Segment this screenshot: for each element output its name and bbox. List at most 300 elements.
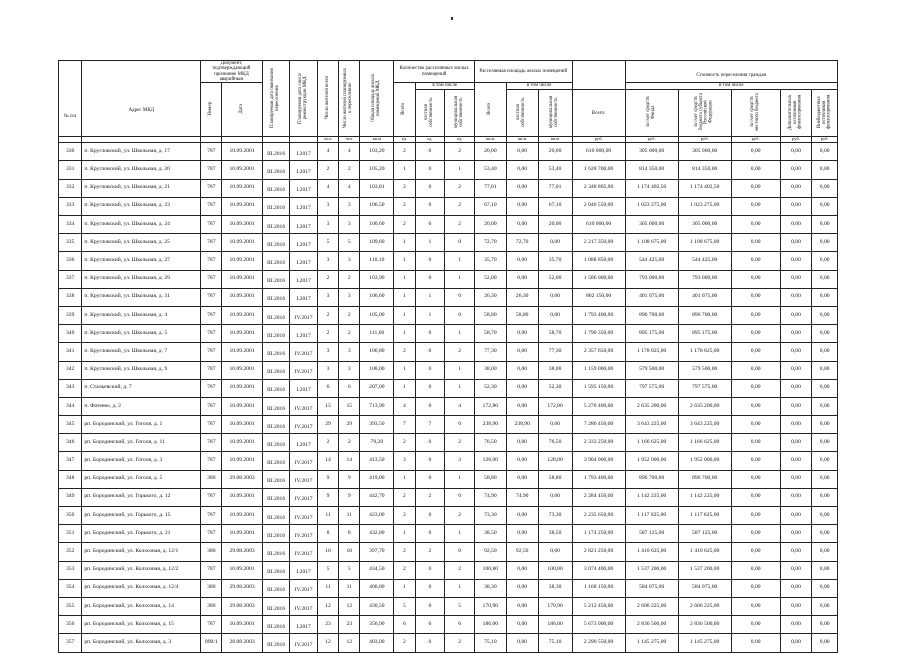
table-cell: 305 000,00 bbox=[678, 216, 731, 234]
table-cell: 3 bbox=[317, 252, 338, 270]
table-cell bbox=[262, 561, 290, 579]
header-area-municipal: муниципальная собственность bbox=[538, 90, 572, 137]
table-cell: 1 410 625,00 bbox=[678, 543, 731, 561]
table-cell: 8 bbox=[339, 525, 360, 543]
table-cell: 2 836 500,00 bbox=[625, 616, 678, 634]
table-cell: 787 bbox=[201, 197, 222, 215]
table-cell: 92,50 bbox=[474, 543, 506, 561]
table-cell: 170,90 bbox=[474, 597, 506, 615]
address-cell: рп. Бородинский, ул. Горького, д. 12 bbox=[82, 488, 201, 506]
header-area-private: частная собственность bbox=[506, 90, 538, 137]
table-cell: 413,50 bbox=[360, 452, 394, 470]
table-cell: 67,10 bbox=[538, 197, 572, 215]
demolition-date-value: I.2017 bbox=[296, 223, 311, 230]
table-cell: 6 bbox=[394, 616, 415, 634]
demolition-date-value: IV.2017 bbox=[294, 514, 313, 521]
table-cell: 6 bbox=[445, 616, 475, 634]
table-cell: 432,80 bbox=[360, 525, 394, 543]
table-cell: 0,00 bbox=[506, 270, 538, 288]
plan-date-value: III.2016 bbox=[266, 641, 286, 648]
table-cell bbox=[262, 197, 290, 215]
table-cell: 2 bbox=[445, 343, 475, 361]
table-cell bbox=[290, 543, 318, 561]
table-cell: 5 bbox=[317, 234, 338, 252]
table-cell: 0,00 bbox=[780, 234, 812, 252]
table-cell: 186,00 bbox=[538, 616, 572, 634]
table-cell: 1 bbox=[445, 579, 475, 597]
table-cell: 58,70 bbox=[538, 325, 572, 343]
table-cell: 74,90 bbox=[506, 488, 538, 506]
demolition-date-value: IV.2017 bbox=[294, 551, 313, 558]
table-cell: 0,00 bbox=[506, 143, 538, 161]
table-cell: 1 108 675,00 bbox=[625, 234, 678, 252]
table-cell: 1 bbox=[394, 270, 415, 288]
table-cell bbox=[262, 616, 290, 634]
table-cell: 2 bbox=[394, 634, 415, 652]
table-cell bbox=[290, 434, 318, 452]
table-cell: 2 333 250,00 bbox=[572, 434, 625, 452]
table-cell: 14 bbox=[339, 452, 360, 470]
table-cell: 2 bbox=[394, 488, 415, 506]
plan-date-value: III.2016 bbox=[266, 496, 286, 503]
table-cell: 4 bbox=[317, 179, 338, 197]
table-cell: 10.09.2001 bbox=[222, 270, 262, 288]
address-cell: рп. Бородинский, ул. Горького, д. 21 bbox=[82, 525, 201, 543]
table-cell: 11 bbox=[339, 507, 360, 525]
table-cell: 10.09.2001 bbox=[222, 434, 262, 452]
table-cell: 4 bbox=[339, 143, 360, 161]
table-cell: 0 bbox=[415, 579, 445, 597]
table-cell: 3 bbox=[317, 361, 338, 379]
table-cell: 0,00 bbox=[731, 507, 780, 525]
unit-cell: кв.м bbox=[538, 137, 572, 143]
table-row bbox=[59, 197, 838, 215]
plan-date-value: III.2016 bbox=[266, 260, 286, 267]
table-cell: 3 074 400,00 bbox=[572, 561, 625, 579]
table-cell: 58,80 bbox=[474, 306, 506, 324]
table-cell bbox=[262, 452, 290, 470]
table-row bbox=[59, 325, 838, 343]
table-cell: 0,00 bbox=[812, 616, 838, 634]
table-cell: 787 bbox=[201, 379, 222, 397]
table-cell bbox=[290, 507, 318, 525]
table-cell: 38,50 bbox=[538, 525, 572, 543]
header-residents: Число жителей всего bbox=[317, 61, 338, 137]
plan-date-value: III.2016 bbox=[266, 441, 286, 448]
header-rooms-private: частная собственность bbox=[415, 90, 445, 137]
table-cell bbox=[290, 561, 318, 579]
table-cell: 380 bbox=[201, 543, 222, 561]
table-cell: 0,00 bbox=[731, 252, 780, 270]
table-cell: 0 bbox=[415, 616, 445, 634]
table-cell: 0,00 bbox=[506, 216, 538, 234]
table-cell: 10.09.2001 bbox=[222, 379, 262, 397]
table-cell: 10.09.2001 bbox=[222, 288, 262, 306]
table-cell: 110,10 bbox=[360, 252, 394, 270]
table-cell: 0 bbox=[415, 397, 445, 415]
table-cell: 5 bbox=[445, 597, 475, 615]
table-cell bbox=[290, 306, 318, 324]
table-cell: 14 bbox=[317, 452, 338, 470]
table-cell: 0 bbox=[445, 306, 475, 324]
table-cell: 0 bbox=[415, 161, 445, 179]
table-cell: 0 bbox=[415, 525, 445, 543]
table-cell: 305 000,00 bbox=[625, 143, 678, 161]
table-cell: 0,00 bbox=[812, 488, 838, 506]
table-cell: 2 290 550,00 bbox=[572, 634, 625, 652]
table-cell: 7 286 450,00 bbox=[572, 416, 625, 434]
table-cell: 73,30 bbox=[474, 507, 506, 525]
demolition-date-value: I.2017 bbox=[296, 260, 311, 267]
table-cell: 0,00 bbox=[780, 488, 812, 506]
table-cell: 1 537 200,00 bbox=[678, 561, 731, 579]
table-row bbox=[59, 397, 838, 415]
demolition-date-value: I.2017 bbox=[296, 169, 311, 176]
table-cell: 896 700,00 bbox=[678, 470, 731, 488]
table-cell: 579 500,00 bbox=[625, 361, 678, 379]
address-cell: п. Кругловский, ул. Школьная, д. 24 bbox=[82, 216, 201, 234]
unit-cell: руб. bbox=[731, 137, 780, 143]
table-cell: 0,00 bbox=[780, 216, 812, 234]
header-extra: Дополнительных источников финансирования bbox=[780, 90, 812, 137]
table-cell: 186,00 bbox=[474, 616, 506, 634]
table-cell: 1 bbox=[394, 470, 415, 488]
table-cell: 6 bbox=[317, 379, 338, 397]
table-cell: 332 bbox=[59, 179, 82, 197]
plan-date-value: III.2016 bbox=[266, 423, 286, 430]
address-cell: п. Кругловский, ул. Школьная, д. 31 bbox=[82, 288, 201, 306]
table-cell: 1 145 275,00 bbox=[625, 634, 678, 652]
table-cell: 2 bbox=[415, 488, 445, 506]
table-cell: 787 bbox=[201, 361, 222, 379]
table-cell: 2 bbox=[339, 306, 360, 324]
table-row bbox=[59, 143, 838, 161]
table-cell: 2 606 225,00 bbox=[625, 597, 678, 615]
table-cell: 357 bbox=[59, 634, 82, 652]
table-cell bbox=[290, 161, 318, 179]
table-cell: 3 bbox=[339, 288, 360, 306]
table-cell: 1 178 825,00 bbox=[625, 343, 678, 361]
table-cell: 1 bbox=[415, 306, 445, 324]
table-cell: 4 bbox=[317, 143, 338, 161]
unit-cell: руб. bbox=[780, 137, 812, 143]
table-cell: 0,00 bbox=[506, 452, 538, 470]
table-cell: 0,00 bbox=[780, 452, 812, 470]
table-cell: 2 217 350,00 bbox=[572, 234, 625, 252]
unit-cell: руб. bbox=[625, 137, 678, 143]
table-cell: 0,00 bbox=[812, 561, 838, 579]
table-cell: 349 bbox=[59, 488, 82, 506]
address-cell: п. Кругловский, ул. Школьная, д. 17 bbox=[82, 143, 201, 161]
table-cell: 0 bbox=[415, 270, 445, 288]
unit-cell: ед. bbox=[445, 137, 475, 143]
table-cell: 356,90 bbox=[360, 616, 394, 634]
table-cell: 0,00 bbox=[506, 434, 538, 452]
table-cell: 1 174 402,50 bbox=[625, 179, 678, 197]
header-area-incl: в том числе bbox=[506, 83, 572, 90]
table-cell: 2 606 225,00 bbox=[678, 597, 731, 615]
table-cell: 128,00 bbox=[474, 452, 506, 470]
table-cell: 9 bbox=[339, 470, 360, 488]
table-cell: 434,50 bbox=[360, 561, 394, 579]
table-cell bbox=[290, 197, 318, 215]
table-cell: 0,00 bbox=[780, 252, 812, 270]
table-cell: 334 bbox=[59, 216, 82, 234]
table-cell: 58,80 bbox=[506, 306, 538, 324]
table-row bbox=[59, 288, 838, 306]
table-cell: 2 bbox=[445, 197, 475, 215]
table-cell: 38,30 bbox=[474, 579, 506, 597]
table-cell: 12 bbox=[339, 597, 360, 615]
header-plan-demolition: Планируемая дата сноса/ реконструкции МКД bbox=[290, 61, 318, 137]
table-cell: 0,00 bbox=[731, 397, 780, 415]
table-cell: 333 bbox=[59, 197, 82, 215]
plan-date-value: III.2016 bbox=[266, 460, 286, 467]
demolition-date-value: I.2017 bbox=[296, 187, 311, 194]
table-cell: 3 643 225,00 bbox=[678, 416, 731, 434]
plan-date-value: III.2016 bbox=[266, 241, 286, 248]
table-cell: 0,00 bbox=[812, 434, 838, 452]
table-cell: 0,00 bbox=[780, 143, 812, 161]
table-cell: 787 bbox=[201, 270, 222, 288]
header-cost-group: Стоимость переселения граждан bbox=[625, 61, 837, 83]
demolition-date-value: I.2017 bbox=[296, 150, 311, 157]
table-cell: 0 bbox=[445, 288, 475, 306]
table-cell: 2 bbox=[317, 306, 338, 324]
table-cell: 0,00 bbox=[780, 597, 812, 615]
table-cell: 20,00 bbox=[538, 216, 572, 234]
demolition-date-value: IV.2017 bbox=[294, 496, 313, 503]
demolition-date-value: I.2017 bbox=[296, 332, 311, 339]
table-cell: 53,40 bbox=[474, 161, 506, 179]
table-header bbox=[59, 61, 838, 143]
header-cost-total: Всего: bbox=[572, 90, 625, 137]
table-cell: 52,00 bbox=[538, 270, 572, 288]
table-cell: 0 bbox=[415, 434, 445, 452]
table-cell: 0,00 bbox=[780, 543, 812, 561]
address-cell: рп. Бородинский, ул. Колхозная, д. 3 bbox=[82, 634, 201, 652]
table-cell: 0 bbox=[415, 343, 445, 361]
table-cell: 1 bbox=[394, 306, 415, 324]
address-cell: п. Кругловский, ул. Школьная, д. 20 bbox=[82, 161, 201, 179]
table-row bbox=[59, 216, 838, 234]
table-cell bbox=[262, 597, 290, 615]
table-cell: 1 bbox=[394, 525, 415, 543]
table-cell: 787 bbox=[201, 234, 222, 252]
table-cell: 10 bbox=[317, 543, 338, 561]
table-cell: 0,00 bbox=[506, 470, 538, 488]
table-cell: 0,00 bbox=[731, 634, 780, 652]
table-cell: 1 088 850,00 bbox=[572, 252, 625, 270]
plan-date-value: III.2016 bbox=[266, 387, 286, 394]
table-cell: 1 bbox=[445, 361, 475, 379]
table-cell: 1 174 402,50 bbox=[678, 179, 731, 197]
table-cell: 10.09.2001 bbox=[222, 197, 262, 215]
table-cell: 0,00 bbox=[538, 488, 572, 506]
table-cell: 3 bbox=[339, 252, 360, 270]
table-cell: 77,30 bbox=[538, 343, 572, 361]
table-cell: 0,00 bbox=[731, 361, 780, 379]
table-cell: 1 168 150,00 bbox=[572, 579, 625, 597]
table-cell: 787 bbox=[201, 525, 222, 543]
table-cell: 72,70 bbox=[474, 234, 506, 252]
table-cell bbox=[262, 379, 290, 397]
table-cell: 0,00 bbox=[731, 197, 780, 215]
table-cell: 3 bbox=[445, 452, 475, 470]
table-cell: 0,00 bbox=[731, 579, 780, 597]
table-cell: 610 000,00 bbox=[572, 143, 625, 161]
table-cell: 207,00 bbox=[360, 379, 394, 397]
table-cell: 0,00 bbox=[812, 416, 838, 434]
table-cell: 52,00 bbox=[474, 270, 506, 288]
demolition-date-value: IV.2017 bbox=[294, 350, 313, 357]
table-cell: 342 bbox=[59, 361, 82, 379]
table-cell: 0,00 bbox=[780, 325, 812, 343]
table-cell: 713,90 bbox=[360, 397, 394, 415]
table-cell: 0 bbox=[445, 416, 475, 434]
table-cell bbox=[262, 306, 290, 324]
demolition-date-value: IV.2017 bbox=[294, 460, 313, 467]
table-cell bbox=[262, 525, 290, 543]
table-cell: 1 166 625,00 bbox=[678, 434, 731, 452]
table-cell: 793 000,00 bbox=[625, 270, 678, 288]
table-cell: 1 117 825,00 bbox=[625, 507, 678, 525]
table-cell: 238,90 bbox=[506, 416, 538, 434]
table-cell: 2 821 250,00 bbox=[572, 543, 625, 561]
table-cell: 52,30 bbox=[538, 379, 572, 397]
table-cell: 12 bbox=[317, 597, 338, 615]
table-cell: 343 bbox=[59, 379, 82, 397]
table-cell: 0,00 bbox=[780, 343, 812, 361]
table-cell: 0,00 bbox=[812, 343, 838, 361]
table-row bbox=[59, 252, 838, 270]
table-cell bbox=[262, 143, 290, 161]
table-cell: 0 bbox=[415, 634, 445, 652]
demolition-date-value: IV.2017 bbox=[294, 423, 313, 430]
table-cell: 12 bbox=[317, 634, 338, 652]
plan-date-value: III.2016 bbox=[266, 314, 286, 321]
demolition-date-value: I.2017 bbox=[296, 241, 311, 248]
header-area-total: Всего bbox=[474, 83, 506, 137]
table-cell: 3 bbox=[339, 216, 360, 234]
table-cell: 1 793 400,00 bbox=[572, 470, 625, 488]
demolition-date-value: IV.2017 bbox=[294, 478, 313, 485]
table-cell: 347 bbox=[59, 452, 82, 470]
table-cell: 7 bbox=[415, 416, 445, 434]
table-cell: 1 159 000,00 bbox=[572, 361, 625, 379]
table-cell: 9 bbox=[317, 488, 338, 506]
table-cell: 103,81 bbox=[360, 179, 394, 197]
header-num: № п/а bbox=[59, 61, 82, 137]
table-cell: 9 bbox=[339, 488, 360, 506]
table-cell bbox=[290, 634, 318, 652]
table-cell: 584 075,00 bbox=[625, 579, 678, 597]
table-cell: 1 023 275,00 bbox=[678, 197, 731, 215]
plan-date-value: III.2016 bbox=[266, 296, 286, 303]
table-cell: 351 bbox=[59, 525, 82, 543]
table-cell: 3 bbox=[339, 197, 360, 215]
table-cell: 2 bbox=[445, 143, 475, 161]
table-cell: 10 bbox=[339, 543, 360, 561]
table-cell bbox=[290, 288, 318, 306]
table-row bbox=[59, 343, 838, 361]
table-cell: 108,00 bbox=[360, 361, 394, 379]
table-cell: 340 bbox=[59, 325, 82, 343]
address-cell: рп. Бородинский, ул. Колхозная, д. 14 bbox=[82, 597, 201, 615]
table-cell: 26,30 bbox=[474, 288, 506, 306]
table-cell: 895 175,00 bbox=[678, 325, 731, 343]
table-cell: 0,00 bbox=[812, 288, 838, 306]
table-cell: 1 bbox=[445, 325, 475, 343]
table-cell: 29.08.2003 bbox=[222, 470, 262, 488]
table-cell: 2 bbox=[445, 179, 475, 197]
table-cell: 787 bbox=[201, 397, 222, 415]
plan-date-value: III.2016 bbox=[266, 332, 286, 339]
table-cell: 2 bbox=[339, 161, 360, 179]
table-cell: 0,00 bbox=[731, 343, 780, 361]
table-cell: 0 bbox=[445, 488, 475, 506]
address-cell: п. Стальевский, д. 7 bbox=[82, 379, 201, 397]
table-cell: 0,00 bbox=[506, 179, 538, 197]
table-cell: 20,00 bbox=[474, 216, 506, 234]
plan-date-value: III.2016 bbox=[266, 350, 286, 357]
table-cell: 1 bbox=[394, 325, 415, 343]
table-cell: 2 348 805,00 bbox=[572, 179, 625, 197]
plan-date-value: III.2016 bbox=[266, 369, 286, 376]
table-row bbox=[59, 179, 838, 197]
table-cell: 3 bbox=[317, 343, 338, 361]
address-cell: рп. Бородинский, ул. Колхозная, д. 15 bbox=[82, 616, 201, 634]
table-cell: 75,10 bbox=[474, 634, 506, 652]
table-cell bbox=[290, 270, 318, 288]
demolition-date-value: IV.2017 bbox=[294, 405, 313, 412]
table-cell: 29.08.2003 bbox=[222, 579, 262, 597]
table-cell: 1 595 150,00 bbox=[572, 379, 625, 397]
table-cell bbox=[290, 361, 318, 379]
table-cell: 0,00 bbox=[780, 197, 812, 215]
table-cell: 10.09.2001 bbox=[222, 306, 262, 324]
table-cell: 1 bbox=[394, 252, 415, 270]
header-date: Дата bbox=[222, 83, 262, 137]
table-body bbox=[59, 143, 838, 652]
table-cell: 2 bbox=[317, 434, 338, 452]
unit-cell: руб. bbox=[812, 137, 838, 143]
demolition-date-value: I.2017 bbox=[296, 387, 311, 394]
plan-date-value: III.2016 bbox=[266, 587, 286, 594]
table-cell: 330 bbox=[59, 143, 82, 161]
table-cell: 3 bbox=[339, 361, 360, 379]
table-cell bbox=[262, 543, 290, 561]
table-cell bbox=[290, 216, 318, 234]
table-cell: 105,20 bbox=[360, 161, 394, 179]
table-cell: 0 bbox=[415, 325, 445, 343]
unit-cell: кв.м bbox=[474, 137, 506, 143]
table-cell: 339 bbox=[59, 306, 82, 324]
table-cell: 0 bbox=[415, 252, 445, 270]
table-cell bbox=[290, 579, 318, 597]
resettlement-table bbox=[58, 60, 838, 653]
table-cell: 111,60 bbox=[360, 325, 394, 343]
table-cell: 73,30 bbox=[538, 507, 572, 525]
address-cell: п. Кругловский, ул. Школьная, д. 23 bbox=[82, 197, 201, 215]
table-cell bbox=[262, 470, 290, 488]
table-cell: 896 700,00 bbox=[625, 306, 678, 324]
table-cell: 355 bbox=[59, 597, 82, 615]
scan-mark bbox=[451, 17, 453, 20]
table-cell: 0,00 bbox=[731, 416, 780, 434]
table-cell: 29 bbox=[339, 416, 360, 434]
table-cell: 1 bbox=[445, 525, 475, 543]
